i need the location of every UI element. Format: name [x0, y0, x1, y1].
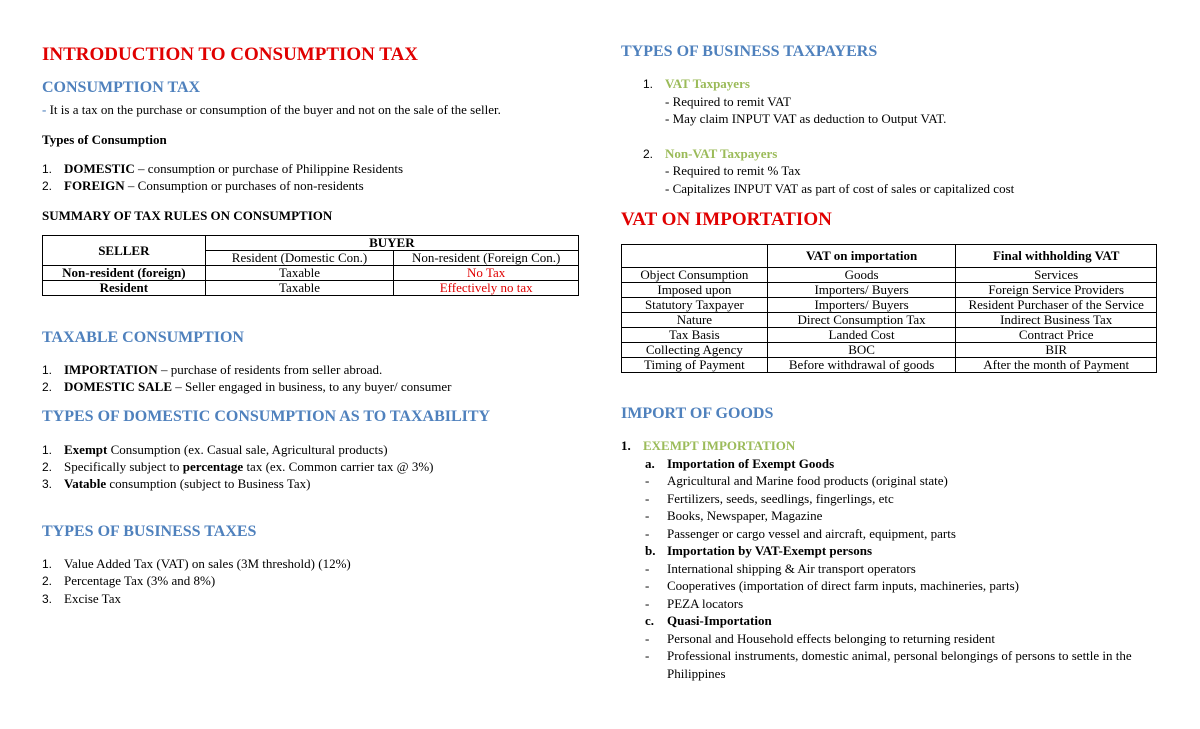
nonvat-line: - Required to remit % Tax — [665, 163, 801, 178]
table-row — [622, 328, 1157, 343]
summary-table — [42, 235, 579, 296]
dash: - — [645, 508, 650, 523]
row-label: Nature — [622, 313, 768, 328]
item-text: Fertilizers, seeds, seedlings, fingerlings, etc — [667, 491, 894, 506]
list-item — [42, 378, 451, 396]
vat-line: - Required to remit VAT — [665, 94, 791, 109]
list-desc: tax (ex. Common carrier tax @ 3%) — [243, 459, 434, 474]
list-term: DOMESTIC — [64, 161, 135, 176]
empty-header-cell — [622, 245, 768, 268]
summary-heading: SUMMARY OF TAX RULES ON CONSUMPTION — [42, 208, 333, 223]
list-desc: – purchase of residents from seller abroad. — [157, 362, 383, 377]
item-text: Cooperatives (importation of direct farm inputs, machineries, parts) — [667, 578, 1019, 593]
row-label: Tax Basis — [622, 328, 768, 343]
nonvat-title: Non-VAT Taxpayers — [665, 146, 778, 161]
table-row — [43, 266, 579, 281]
import-goods-heading: IMPORT OF GOODS — [621, 405, 774, 422]
subsection-b — [645, 542, 872, 559]
table-row — [622, 343, 1157, 358]
item-continuation: Philippines — [667, 666, 726, 681]
list-item — [645, 577, 1019, 594]
row-label: Non-resident (foreign) — [43, 266, 206, 281]
definition-dash: - — [42, 102, 47, 117]
list-item — [42, 458, 433, 476]
list-number: 2. — [643, 147, 654, 161]
table-row — [622, 283, 1157, 298]
taxpayers-heading: TYPES OF BUSINESS TAXPAYERS — [621, 43, 878, 60]
dash: - — [645, 491, 650, 506]
list-term: IMPORTATION — [64, 362, 158, 377]
table-row — [622, 313, 1157, 328]
row-label: Collecting Agency — [622, 343, 768, 358]
list-item — [42, 475, 310, 493]
dash: - — [645, 561, 650, 576]
list-text: Excise Tax — [64, 591, 121, 606]
row-label: Statutory Taxpayer — [622, 298, 768, 313]
list-item — [645, 595, 743, 612]
nonvat-taxpayers-title — [643, 145, 777, 163]
list-number: 1. — [643, 77, 654, 91]
consumption-item-foreign — [42, 177, 364, 195]
table-cell: Services — [956, 268, 1157, 283]
list-number: 3. — [42, 592, 53, 606]
row-label: Resident — [43, 281, 206, 296]
types-of-consumption-heading: Types of Consumption — [42, 132, 167, 147]
row-label: Imposed upon — [622, 283, 768, 298]
item-text: Professional instruments, domestic animal, personal belongings of persons to settle in the — [667, 648, 1132, 663]
list-item — [42, 441, 388, 459]
list-number: 3. — [42, 477, 53, 491]
buyer-header: BUYER — [205, 236, 578, 251]
list-item — [645, 472, 948, 489]
row-label: Object Consumption — [622, 268, 768, 283]
list-term: FOREIGN — [64, 178, 125, 193]
list-item — [42, 555, 351, 573]
table-cell: BIR — [956, 343, 1157, 358]
table-cell: Foreign Service Providers — [956, 283, 1157, 298]
list-desc: Consumption (ex. Casual sale, Agricultural products) — [107, 442, 388, 457]
list-number: 1. — [42, 557, 53, 571]
table-cell: BOC — [767, 343, 956, 358]
exempt-title: EXEMPT IMPORTATION — [643, 438, 796, 453]
subsection-c — [645, 612, 772, 629]
vat-taxpayers-title — [643, 75, 750, 93]
list-number: 2. — [42, 460, 53, 474]
dash: - — [645, 631, 650, 646]
list-term: percentage — [182, 459, 244, 474]
list-item — [645, 490, 894, 507]
list-desc: consumption (subject to Business Tax) — [106, 476, 311, 491]
taxable-consumption-heading: TAXABLE CONSUMPTION — [42, 329, 244, 346]
list-item — [645, 560, 916, 577]
list-term: Vatable — [64, 476, 107, 491]
item-text: International shipping & Air transport operators — [667, 561, 916, 576]
item-text: Agricultural and Marine food products (original state) — [667, 473, 948, 488]
vat-line: - May claim INPUT VAT as deduction to Output VAT. — [665, 111, 947, 126]
table-row — [622, 298, 1157, 313]
list-desc: – consumption or purchase of Philippine Residents — [134, 161, 404, 176]
dash: - — [645, 526, 650, 541]
list-term: Exempt — [64, 442, 108, 457]
table-cell: Direct Consumption Tax — [767, 313, 956, 328]
table-cell: Importers/ Buyers — [767, 298, 956, 313]
item-text: Passenger or cargo vessel and aircraft, equipment, parts — [667, 526, 956, 541]
consumption-item-domestic — [42, 160, 403, 178]
list-number: 2. — [42, 179, 53, 193]
table-cell: Goods — [767, 268, 956, 283]
list-pre: Specifically subject to — [64, 459, 183, 474]
consumption-tax-definition — [42, 101, 501, 118]
item-text: Books, Newspaper, Magazine — [667, 508, 823, 523]
consumption-tax-heading: CONSUMPTION TAX — [42, 79, 201, 96]
sub-title: Quasi-Importation — [667, 613, 772, 628]
list-item — [645, 525, 956, 542]
table-cell: Effectively no tax — [394, 281, 579, 296]
dash: - — [645, 648, 650, 663]
table-cell: Resident Purchaser of the Service — [956, 298, 1157, 313]
sub-title: Importation of Exempt Goods — [667, 456, 835, 471]
dash: - — [645, 596, 650, 611]
table-cell: Taxable — [205, 266, 394, 281]
table-row — [43, 281, 579, 296]
list-number: 1. — [621, 438, 631, 453]
list-text: Percentage Tax (3% and 8%) — [64, 573, 216, 588]
list-desc: – Seller engaged in business, to any buyer/ consumer — [172, 379, 452, 394]
sub-title: Importation by VAT-Exempt persons — [667, 543, 873, 558]
list-desc: – Consumption or purchases of non-residents — [124, 178, 364, 193]
list-number: 1. — [42, 443, 53, 457]
list-item — [42, 572, 215, 590]
col-nonresident: Non-resident (Foreign Con.) — [394, 251, 579, 266]
table-cell: Before withdrawal of goods — [767, 358, 956, 373]
item-text: Personal and Household effects belonging to returning resident — [667, 631, 995, 646]
list-item — [42, 361, 382, 379]
item-text: PEZA locators — [667, 596, 744, 611]
sub-label: a. — [645, 456, 655, 471]
list-item — [645, 630, 995, 647]
dash: - — [645, 578, 650, 593]
col-resident: Resident (Domestic Con.) — [205, 251, 394, 266]
definition-text: It is a tax on the purchase or consumption of the buyer and not on the sale of the seller. — [46, 102, 501, 117]
list-number: 1. — [42, 363, 53, 377]
col-vat-importation: VAT on importation — [767, 245, 956, 268]
sub-label: b. — [645, 543, 656, 558]
nonvat-line: - Capitalizes INPUT VAT as part of cost of sales or capitalized cost — [665, 181, 1015, 196]
domestic-taxability-heading: TYPES OF DOMESTIC CONSUMPTION AS TO TAXABILITY — [42, 408, 491, 425]
vat-importation-table — [621, 244, 1157, 373]
table-cell: Importers/ Buyers — [767, 283, 956, 298]
row-label: Timing of Payment — [622, 358, 768, 373]
seller-header: SELLER — [43, 236, 206, 266]
vat-title: VAT Taxpayers — [665, 76, 750, 91]
sub-label: c. — [645, 613, 655, 628]
business-taxes-heading: TYPES OF BUSINESS TAXES — [42, 523, 257, 540]
list-number: 1. — [42, 162, 53, 176]
page-title: INTRODUCTION TO CONSUMPTION TAX — [42, 44, 419, 65]
list-number: 2. — [42, 574, 53, 588]
list-item — [42, 590, 121, 608]
dash: - — [645, 473, 650, 488]
table-cell: No Tax — [394, 266, 579, 281]
exempt-importation-title — [621, 437, 795, 454]
table-cell: Indirect Business Tax — [956, 313, 1157, 328]
list-text: Value Added Tax (VAT) on sales (3M threshold) (12%) — [64, 556, 351, 571]
table-cell: Landed Cost — [767, 328, 956, 343]
table-cell: Taxable — [205, 281, 394, 296]
list-term: DOMESTIC SALE — [64, 379, 172, 394]
vat-importation-heading: VAT ON IMPORTATION — [621, 209, 832, 230]
table-row — [622, 268, 1157, 283]
col-final-withholding: Final withholding VAT — [956, 245, 1157, 268]
table-row — [622, 358, 1157, 373]
table-cell: Contract Price — [956, 328, 1157, 343]
list-number: 2. — [42, 380, 53, 394]
list-item — [645, 647, 1132, 664]
list-item — [645, 507, 822, 524]
table-cell: After the month of Payment — [956, 358, 1157, 373]
subsection-a — [645, 455, 834, 472]
